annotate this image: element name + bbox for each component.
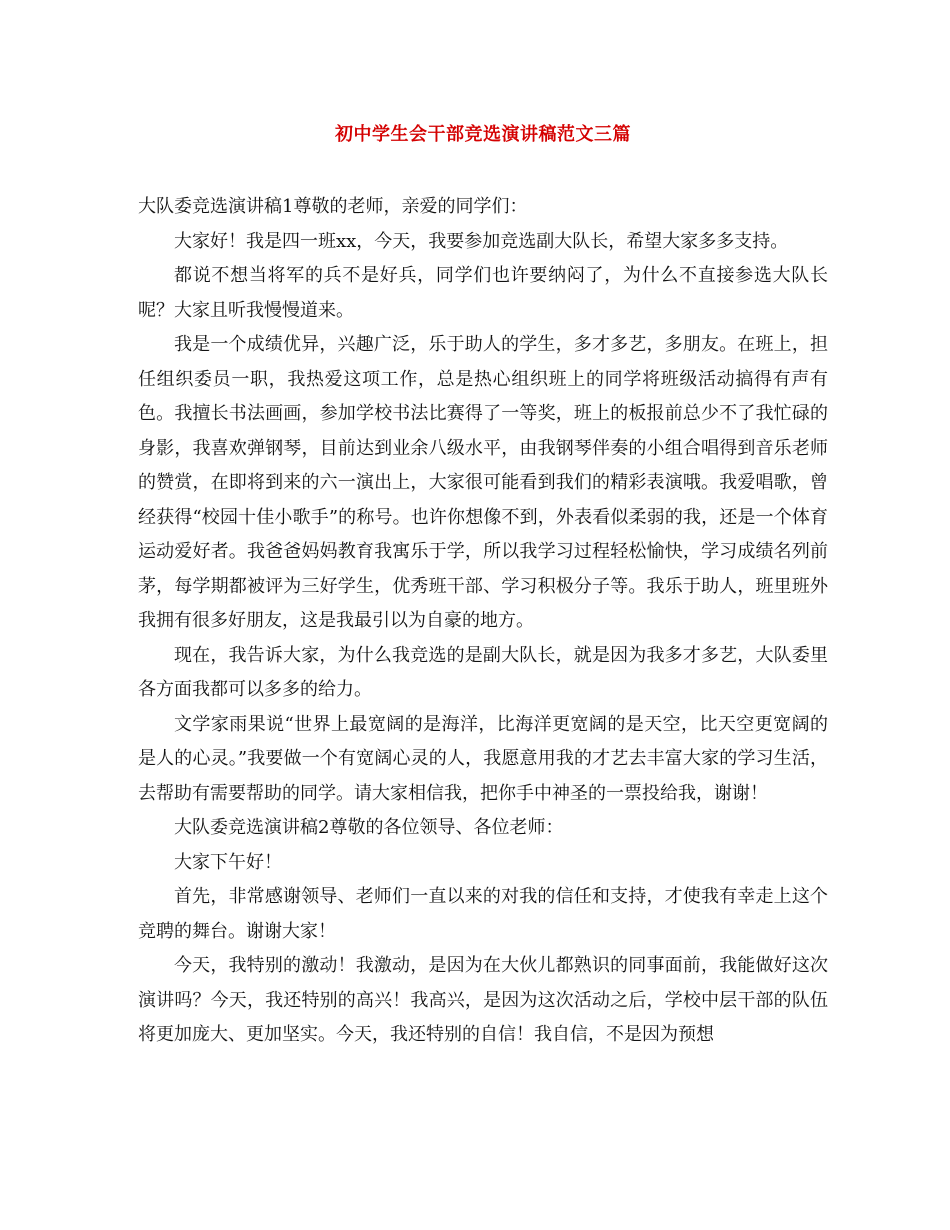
paragraph: 我是一个成绩优异，兴趣广泛，乐于助人的学生，多才多艺，多朋友。在班上，担任组织委员一职，我热爱这项工作，总是热心组织班上的同学将班级活动搞得有声有色。我擅长书法画画，参加学校书法比赛得了一等奖，班上的板报前总少不了我忙碌的身影，我喜欢弹钢琴，目前达到业余八级水平，由我钢琴伴奏的小组合唱得到音乐老师的赞赏，在即将到来的六一演出上，大家很可能看到我们的精彩表演哦。我爱唱歌，曾经获得“校园十佳小歌手”的称号。也许你想像不到，外表看似柔弱的我，还是一个体育运动爱好者。我爸爸妈妈教育我寓乐于学，所以我学习过程轻松愉快，学习成绩名列前茅，每学期都被评为三好学生，优秀班干部、学习积极分子等。我乐于助人，班里班外我拥有很多好朋友，这是我最引以为自豪的地方。 <box>138 334 828 631</box>
paragraph: 今天，我特别的激动！我激动，是因为在大伙儿都熟识的同事面前，我能做好这次演讲吗？今天，我还特别的高兴！我高兴，是因为这次活动之后，学校中层干部的队伍将更加庞大、更加坚实。今天，我还特别的自信！我自信，不是因为预想 <box>138 955 828 1045</box>
document-title: 初中学生会干部竞选演讲稿范文三篇 <box>335 124 631 145</box>
paragraph: 文学家雨果说“世界上最宽阔的是海洋，比海洋更宽阔的是天空，比天空更宽阔的是人的心灵。”我要做一个有宽阔心灵的人，我愿意用我的才艺去丰富大家的学习生活，去帮助有需要帮助的同学。请大家相信我，把你手中神圣的一票投给我，谢谢！ <box>138 713 828 804</box>
paragraph: 都说不想当将军的兵不是好兵，同学们也许要纳闷了，为什么不直接参选大队长呢？大家且听我慢慢道来。 <box>138 265 828 321</box>
document-page <box>138 118 828 1053</box>
paragraph: 大家好！我是四一班xx，今天，我要参加竞选副大队长，希望大家多多支持。 <box>174 230 789 252</box>
paragraph: 现在，我告诉大家，为什么我竞选的是副大队长，就是因为我多才多艺，大队委里各方面我都可以多多的给力。 <box>138 644 828 700</box>
paragraph: 首先，非常感谢领导、老师们一直以来的对我的信任和支持，才使我有幸走上这个竞聘的舞台。谢谢大家！ <box>138 886 828 942</box>
paragraph: 大队委竞选演讲稿2尊敬的各位领导、各位老师： <box>174 817 564 838</box>
paragraph: 大队委竞选演讲稿1尊敬的老师，亲爱的同学们： <box>138 196 528 217</box>
paragraph: 大家下午好！ <box>174 851 282 873</box>
document-body <box>138 190 828 1053</box>
